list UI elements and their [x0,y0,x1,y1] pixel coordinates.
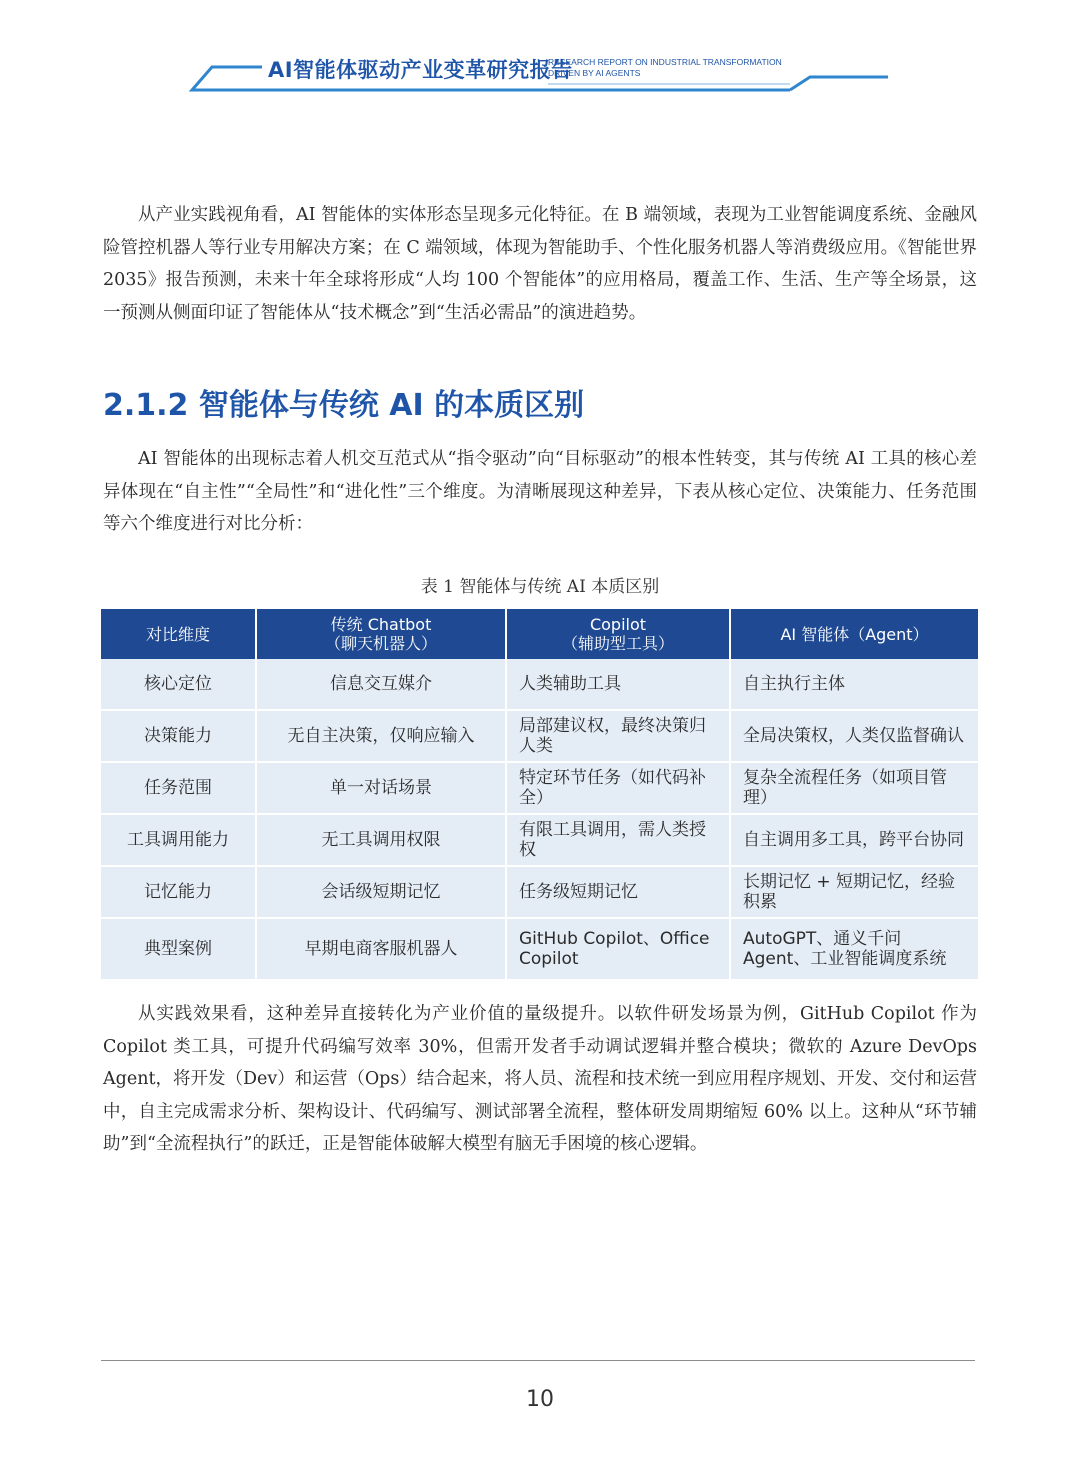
header-copilot [506,609,730,659]
cell-dimension: 典型案例 [101,918,256,980]
report-subtitle-en-line1: RESEARCH REPORT ON INDUSTRIAL TRANSFORMATION [548,57,782,67]
cell-dimension: 任务范围 [101,762,256,814]
table-row [101,659,978,710]
page-number: 10 [526,1387,554,1412]
cell-dimension: 工具调用能力 [101,814,256,866]
section-heading: 2.1.2 智能体与传统 AI 的本质区别 [103,388,585,423]
report-title: AI智能体驱动产业变革研究报告 [268,58,573,82]
cell-chatbot: 早期电商客服机器人 [256,918,506,980]
cell-copilot: 特定环节任务（如代码补全） [506,762,730,814]
cell-copilot: 局部建议权，最终决策归人类 [506,710,730,762]
report-subtitle-en [548,57,782,78]
cell-dimension: 记忆能力 [101,866,256,918]
table-row [101,918,978,980]
comparison-table [101,609,978,981]
cell-agent: 自主调用多工具，跨平台协同 [730,814,978,866]
table-header-row [101,609,978,659]
cell-chatbot: 信息交互媒介 [256,659,506,710]
cell-copilot: GitHub Copilot、Office Copilot [506,918,730,980]
cell-agent: 复杂全流程任务（如项目管理） [730,762,978,814]
header-copilot-line2: （辅助型工具） [561,634,674,653]
header-agent: AI 智能体（Agent） [730,609,978,659]
cell-chatbot: 无自主决策，仅响应输入 [256,710,506,762]
table-row [101,762,978,814]
header-copilot-line1: Copilot [589,615,647,634]
cell-agent: 自主执行主体 [730,659,978,710]
cell-agent: 长期记忆 + 短期记忆，经验积累 [730,866,978,918]
header-right-bracket [790,77,888,90]
table-row [101,866,978,918]
cell-agent: AutoGPT、通义千问 Agent、工业智能调度系统 [730,918,978,980]
cell-copilot: 人类辅助工具 [506,659,730,710]
table-caption: 表 1 智能体与传统 AI 本质区别 [420,577,660,597]
cell-dimension: 核心定位 [101,659,256,710]
header-chatbot-line2: （聊天机器人） [324,634,437,653]
cell-copilot: 有限工具调用，需人类授权 [506,814,730,866]
paragraph-paradigm-shift: AI 智能体的出现标志着人机交互范式从“指令驱动”向“目标驱动”的根本性转变，其与传统 AI 工具的核心差异体现在“自主性”“全局性”和“进化性”三个维度。为清晰展现这种差异，下表从核心定位、决策能力、任务范围等六个维度进行对比分析： [103,449,977,534]
cell-copilot: 任务级短期记忆 [506,866,730,918]
cell-chatbot: 会话级短期记忆 [256,866,506,918]
paragraph-practical-effect: 从实践效果看，这种差异直接转化为产业价值的量级提升。以软件研发场景为例，GitHub Copilot 作为 Copilot 类工具，可提升代码编写效率 30%，但需开发者手动调试逻辑并整合模块；微软的 Azure DevOps Agent，将开发（Dev）和运营（Ops）结合起来，将人员、流程和技术统一到应用程序规划、开发、交付和运营中，自主完成需求分析、架构设计、代码编写、测试部署全流程，整体研发周期缩短 60% 以上。这种从“环节辅助”到“全流程执行”的跃迁，正是智能体破解大模型有脑无手困境的核心逻辑。 [103,1004,977,1154]
cell-chatbot: 单一对话场景 [256,762,506,814]
cell-agent: 全局决策权，人类仅监督确认 [730,710,978,762]
header-chatbot [256,609,506,659]
cell-chatbot: 无工具调用权限 [256,814,506,866]
paragraph-entity-forms: 从产业实践视角看，AI 智能体的实体形态呈现多元化特征。在 B 端领域，表现为工业智能调度系统、金融风险管控机器人等行业专用解决方案；在 C 端领域，体现为智能助手、个性化服务机器人等消费级应用。《智能世界 2035》报告预测，未来十年全球将形成“人均 100 个智能体”的应用格局，覆盖工作、生活、生产等全场景，这一预测从侧面印证了智能体从“技术概念”到“生活必需品”的演进趋势。 [103,205,977,323]
header-dimension: 对比维度 [101,609,256,659]
cell-dimension: 决策能力 [101,710,256,762]
table-row [101,814,978,866]
report-subtitle-en-line2: DRIVEN BY AI AGENTS [548,67,641,78]
header-chatbot-line1: 传统 Chatbot [330,615,432,634]
table-row [101,710,978,762]
footer-divider [101,1360,975,1361]
